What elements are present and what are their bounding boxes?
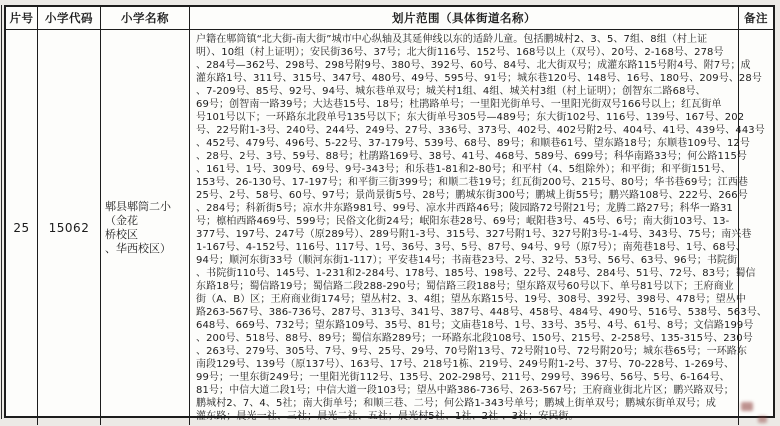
remark-cell xyxy=(739,30,773,425)
text-line: 1-167号、4-152号、116号、117号、1号、36号、3号、5号、87号、94号、9号（原7号）；南苑巷18号、1号、68号、 xyxy=(196,242,746,253)
text-line: 99号；一里东街249号；一里阳光街112号、135号、202-298号、211号、299号、396号、56号、5号、6-164号、 xyxy=(196,372,730,383)
text-line: 377号、197号、247号（原289号）、289号附1-3号、315号、327号附1号、327号附3号-1-4号、343号、75号；南兴巷 xyxy=(196,229,752,240)
text-line: 、263号、279号、305号、7号、9号、25号、29号、70号附13号、72号附10号、72号附20号；城东巷65号；一环路东 xyxy=(196,346,748,357)
text-line: 号101号以下；一环路东北段单号135号以下；东大街单号305号—489号；东大街102号、116号、139号、167号、202 xyxy=(196,112,745,123)
text-line: 、200号、518号、88号、89号；蜀信东路289号；一环路东北段108号、150号、215号、2-258号、135-315号、230号 xyxy=(196,333,753,344)
text-line: 、284号；科新街5号；凉水井东路981号、99号、凉水井西路46号；陵园路72号附21号；龙腾二路27号；科华一路31 xyxy=(196,203,733,214)
text-line: 灌东路；晨光一社、三社；晨光二社、五社；晨光村5社、1社、2社 、3社；安民街。 xyxy=(196,411,579,422)
watermark-mark xyxy=(758,416,767,423)
text-line: 、7-209号、85号、92号、94号、城东巷单双号；城关村1组、4组、城关村3组（村上证明）；创智东二路68号、 xyxy=(196,86,706,97)
district-range-cell xyxy=(190,30,767,425)
text-line: 、华西校区） xyxy=(105,241,171,255)
text-line: 648号、669号、732号；望东路109号、35号、81号；文庙巷18号、1号、33号、35号、4号、61号、8号；文信路199号 xyxy=(196,320,754,331)
text-line: 桥校区 xyxy=(105,227,138,241)
text-line: 94号；顺河东街33号（顺河东街1-117）；平安巷14号；书南巷23号、2号、32号、53号、56号、63号、96号；书院街 xyxy=(196,255,738,266)
school-code-cell: 15062 xyxy=(38,30,101,425)
text-line: 号、22号附1-3号、240号、244号、249号、27号、336号、373号、402号、402号附2号、404号、41号、439号、443号 xyxy=(196,125,765,136)
text-line: 东路18号；蜀信路19号；蜀信路二段288-290号；蜀信路三段188号；望东路双号60号以下、单号81号以下；王府商业 xyxy=(196,281,734,292)
text-line: 户籍在郫筒镇“北大街-南大街”城市中心纵轴及其延伸线以东的适龄儿童。包括鹏城村2、3、5、7组、8组（村上证 xyxy=(196,34,708,45)
text-line: 、161号、1号、309号、69号、9号-343号；和乐巷1-81和2-80号；和平村（4、5组除外）；和平街；和平街151号、 xyxy=(196,164,731,175)
text-line: 街（A、B）区；王府商业街174号；望丛村2、3、4组；望丛东路15号、19号、308号、392号、398号、478号；望丛中 xyxy=(196,294,746,305)
text-line: 号；檩柏西路469号、599号；民俗文化街24号；岷阳东巷28号、69号；岷阳巷3号、45号、6号；南大街103号、13- xyxy=(196,216,730,227)
school-name-cell xyxy=(101,30,190,425)
scan-border-artifact xyxy=(1,5,2,419)
text-line: 81号；中信大道二段1号；中信大道一段103号；望丛中路386-736号、263-567号；王府商业街北片区；鹏兴路双号； xyxy=(196,385,734,396)
col-header-school-name: 小学名称 xyxy=(101,7,190,30)
col-header-school-code: 小学代码 xyxy=(38,7,101,30)
text-line: 153号、26-130号、17-197号；和平街三街399号；和顺二巷19号；红瓦街200号、215号、80号；华书巷69号；江西巷 xyxy=(196,177,748,188)
text-line: 灌东路1号、311号、315号、347号、480号、49号、595号、91号；城东巷120号、148号、16号、180号、209号、28号 xyxy=(196,73,762,84)
text-line: 明）、10组（村上证明）；安民街36号、37号；北大街116号、152号、168号以上（双号）、20号、2-168号、278号 xyxy=(196,47,724,58)
col-header-remark: 备注 xyxy=(739,7,773,30)
text-line: 、284号—362号、298号、298号附9号、380号、392号、60号、84号、北大街双号；成灌东路115号附4号、附7号；成 xyxy=(196,60,751,71)
text-line: 、452号、479号、496号、5-22号、37-179号、539号、68号、89号；和顺巷61号、望东路18号；东顺巷109号、12号 xyxy=(196,138,750,149)
col-header-zone-no: 片号 xyxy=(6,7,38,30)
text-line: 、书院街110号、145号、1-231和2-284号、178号、185号、198号、22号、248号、284号、51号、72号、83号；蜀信 xyxy=(196,268,756,279)
text-line: 25号、2号、58号、60号、97号；景尚景街5号、28号；鹏城东街300号；鹏城上街55号；鹏兴路108号、222号、266号 xyxy=(196,190,748,201)
watermark-mark xyxy=(741,402,753,411)
text-line: 69号；创智南一路39号；大达巷15号、18号；杜鹃路单号；一里阳光街单号、一里阳光街双号166号以上；红瓦街单 xyxy=(196,99,722,110)
school-district-table xyxy=(4,5,775,422)
text-line: 、28号、2号、3号、59号、88号；杜鹃路169号、38号、41号、468号、589号、699号；科华南路33号；何公路115号 xyxy=(196,151,748,162)
text-line: 南段129号、139号（原137号）、163号、17号、218号1栋、219号、249号附1-2号、37号、70-228号、1-269号、 xyxy=(196,359,735,370)
text-line: 鹏城村2、7、4、5社；南大街单号；和顺三巷、二号；何公路1-343号单号；鹏城上街单双号；鹏城东街单双号；成 xyxy=(196,398,717,409)
zone-no-cell: 25 xyxy=(6,30,38,425)
text-line: 郫县郫筒二小（金花 xyxy=(105,199,171,227)
col-header-district-range: 划片范围（具体街道名称） xyxy=(190,7,739,30)
text-line: 路263-567号、386-736号、287号、313号、341号、387号、448号、458号、484号、490号、516号、538号、563号、 xyxy=(196,307,767,318)
